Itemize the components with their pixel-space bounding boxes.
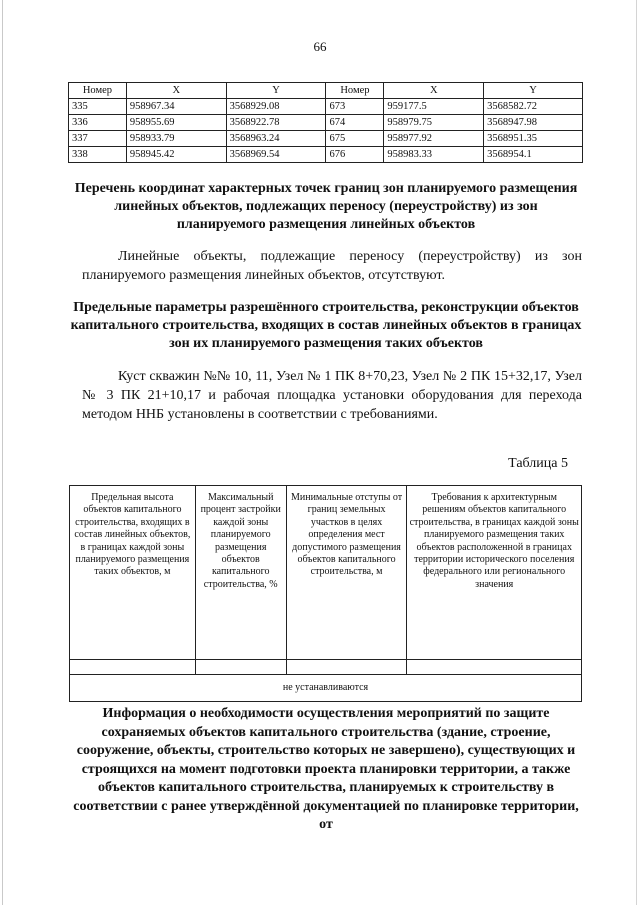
paragraph: Линейные объекты, подлежащие переносу (переустройству) из зон планируемого размещения линейных объектов, отсутствуют. — [82, 249, 582, 283]
cell-number: 336 — [69, 115, 127, 131]
cell-number: 675 — [326, 131, 384, 147]
header-x: X — [126, 83, 226, 99]
blank-row — [70, 660, 582, 675]
cell-y: 3568951.35 — [484, 131, 583, 147]
value-row — [70, 675, 582, 702]
cell-number: 674 — [326, 115, 384, 131]
cell-y: 3568582.72 — [484, 99, 583, 115]
coordinates-header-row — [69, 83, 583, 99]
cell-y: 3568922.78 — [226, 115, 326, 131]
scan-edge-right — [636, 0, 637, 905]
header-x: X — [384, 83, 484, 99]
cell-x: 958955.69 — [126, 115, 226, 131]
section-heading-protection: Информация о необходимости осуществления мероприятий по защите сохраняемых объектов капитального строительства (здание, строение, сооружение, объекты, строительство которых не завершено), существующих и строящихся на момент подготовки проекта планировки территории, а также объектов капитального строительства, планируемых к строительству в соответствии с ранее утверждённой документацией по планировке территории, от — [73, 706, 579, 832]
cell-y: 3568969.54 — [226, 147, 326, 163]
header-max-height: Предельная высота объектов капитального строительства, входящих в состав линейных объектов, в границах каждой зоны планируемого размещения таких объектов, м — [70, 486, 196, 660]
cell-number: 337 — [69, 131, 127, 147]
table-row — [69, 99, 583, 115]
paragraph: Куст скважин №№ 10, 11, Узел № 1 ПК 8+70,23, Узел № 2 ПК 15+32,17, Узел № 3 ПК 21+10,17 и рабочая площадка установки оборудования для перехода методом ННБ установлены в соответствии с требованиями. — [82, 369, 582, 422]
cell-x: 958977.92 — [384, 131, 484, 147]
header-y: Y — [226, 83, 326, 99]
table-row — [69, 131, 583, 147]
cell-number: 676 — [326, 147, 384, 163]
cell-x: 958945.42 — [126, 147, 226, 163]
cell-x: 958983.33 — [384, 147, 484, 163]
cell-x: 958967.34 — [126, 99, 226, 115]
parameters-table — [69, 485, 582, 702]
coordinates-table — [68, 82, 583, 163]
cell-y: 3568954.1 — [484, 147, 583, 163]
cell-number: 673 — [326, 99, 384, 115]
table-caption: Таблица 5 — [508, 456, 568, 471]
cell-y: 3568947.98 — [484, 115, 583, 131]
header-number: Номер — [69, 83, 127, 99]
cell-x: 959177.5 — [384, 99, 484, 115]
cell-y: 3568929.08 — [226, 99, 326, 115]
table-row — [69, 115, 583, 131]
section-text-parameters — [82, 367, 582, 424]
cell-y: 3568963.24 — [226, 131, 326, 147]
cell-number: 338 — [69, 147, 127, 163]
page-number: 66 — [313, 39, 327, 54]
header-max-coverage: Максимальный процент застройки каждой зоны планируемого размещения объектов капитального строительства, % — [195, 486, 286, 660]
table-row — [69, 147, 583, 163]
cell-x: 958933.79 — [126, 131, 226, 147]
header-min-setbacks: Минимальные отступы от границ земельных участков в целях определения мест допустимого размещения объектов капитального строительства, м — [286, 486, 407, 660]
header-y: Y — [484, 83, 583, 99]
cell-not-established: не устанавливаются — [70, 675, 582, 702]
scan-edge-left — [2, 0, 3, 905]
section-heading-relocation: Перечень координат характерных точек границ зон планируемого размещения линейных объектов, подлежащих переносу (переустройству) из зон планируемого размещения линейных объектов — [74, 181, 578, 232]
cell-number: 335 — [69, 99, 127, 115]
cell-x: 958979.75 — [384, 115, 484, 131]
parameters-header-row — [70, 486, 582, 660]
header-number: Номер — [326, 83, 384, 99]
section-heading-parameters: Предельные параметры разрешённого строительства, реконструкции объектов капитального строительства, входящих в состав линейных объектов в границах зон их планируемого размещения таких объектов — [70, 300, 582, 351]
section-text-relocation — [82, 247, 582, 285]
header-architecture-requirements: Требования к архитектурным решениям объектов капитального строительства, в границах каждой зоны планируемого размещения таких объектов расположенной в границах территории исторического поселения федерального или регионального значения — [407, 486, 582, 660]
